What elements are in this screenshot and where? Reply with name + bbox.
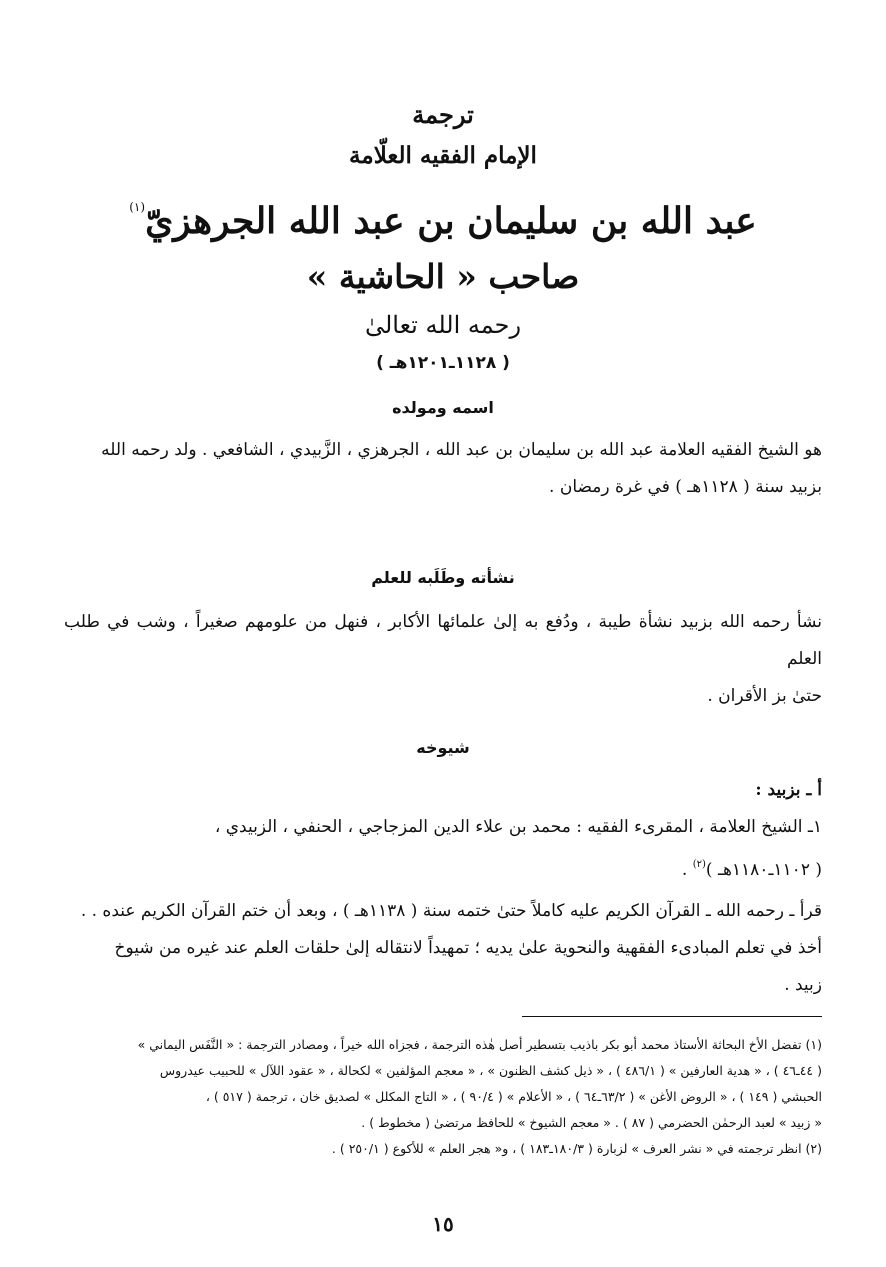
footnote-line: ( ٤٤ـ٤٦ ) ، « هدية العارفين » ( ٤٨٦/١ ) ، « ذيل كشف الظنون » ، « معجم المؤلفين » لكحالة ، « عقود اللآل » للحبيب عيدروس [159, 1063, 822, 1078]
paragraph-line: قرأ ـ رحمه الله ـ القرآن الكريم عليه كاملاً حتىٰ ختمه سنة ( ١١٣٨هـ ) ، وبعد أن ختم القرآن الكريم عنده . . [80, 901, 822, 921]
page-number: ١٥ [432, 1212, 454, 1236]
scholar-name [0, 178, 886, 250]
scholar-name-text: عبد الله بن سليمان بن عبد الله الجرهزيّ [145, 200, 757, 242]
footnote-ref-1: (١) [129, 200, 146, 214]
section-teachers [64, 736, 822, 1004]
page-heading: ترجمة [412, 100, 474, 129]
paragraph-line: بزبيد سنة ( ١١٢٨هـ ) في غرة رمضان . [549, 477, 822, 497]
footnotes [64, 1032, 822, 1162]
life-years: ( ١١٢٨ـ١٢٠١هـ ) [376, 353, 510, 373]
footnote-line: « زبيد » لعبد الرحمٰن الحضرمي ( ٨٧ ) . « معجم الشيوخ » للحافظ مرتضىٰ ( مخطوط ) . [361, 1115, 822, 1130]
mercy-phrase: رحمه الله تعالىٰ [364, 311, 522, 339]
teacher-item-years [64, 846, 822, 889]
footnote-divider [522, 1016, 822, 1017]
section-upbringing [64, 566, 822, 715]
work-owner: صاحب « الحاشية » [306, 257, 580, 296]
footnote-line: (١) تفضل الأخ البحاثة الأستاذ محمد أبو بكر باذيب بتسطير أصل هٰذه الترجمة ، فجزاه الله خيراً ، ومصادر الترجمة : « النَّفَس اليماني » [137, 1037, 822, 1052]
paragraph-line: زبيد . [784, 975, 822, 995]
footnote-line: الحبشي ( ١٤٩ ) ، « الروض الأغن » ( ٦٣/٢ـ٦٤ ) ، « الأعلام » ( ٩٠/٤ ) ، « التاج المكلل » لصديق خان ، ترجمة ( ٥١٧ ) ، [205, 1089, 822, 1104]
footnote-line: (٢) انظر ترجمته في « نشر العرف » لزبارة ( ١٨٠/٣ـ١٨٣ ) ، و« هجر العلم » للأكوع ( ٢٥٠/١ ) . [331, 1141, 822, 1156]
section-title: نشأته وطَلَبه للعلم [371, 568, 515, 587]
section-title: شيوخه [416, 738, 470, 757]
paragraph-line: حتىٰ بز الأقران . [707, 686, 822, 706]
paragraph-line: نشأ رحمه الله بزبيد نشأة طيبة ، ودُفع به إلىٰ علمائها الأكابر ، فنهل من علومهم صغيراً ، وشب في طلب العلم [64, 612, 822, 669]
teacher-years-text: ( ١١٠٢ـ١١٨٠هـ ) [705, 860, 822, 880]
section-title: اسمه ومولده [392, 398, 494, 417]
teacher-years-end: . [681, 860, 693, 880]
footnote-ref-2: (٢) [692, 859, 706, 870]
teacher-item-line: ١ـ الشيخ العلامة ، المقرىء الفقيه : محمد بن علاء الدين المزجاجي ، الحنفي ، الزبيدي ، [214, 817, 822, 837]
paragraph-line: هو الشيخ الفقيه العلامة عبد الله بن سليمان بن عبد الله ، الجرهزي ، الزَّبيدي ، الشافعي . ولد رحمه الله [101, 440, 822, 460]
subtitle: الإمام الفقيه العلّامة [349, 142, 537, 169]
paragraph-line: أخذ في تعلم المبادىء الفقهية والنحوية علىٰ يديه ؛ تمهيداً لانتقاله إلىٰ حلقات العلم عند غيره من شيوخ [114, 938, 822, 958]
title-block [0, 96, 886, 380]
section-name-birth [64, 396, 822, 506]
subheading: أ ـ بزبيد : [755, 780, 822, 800]
